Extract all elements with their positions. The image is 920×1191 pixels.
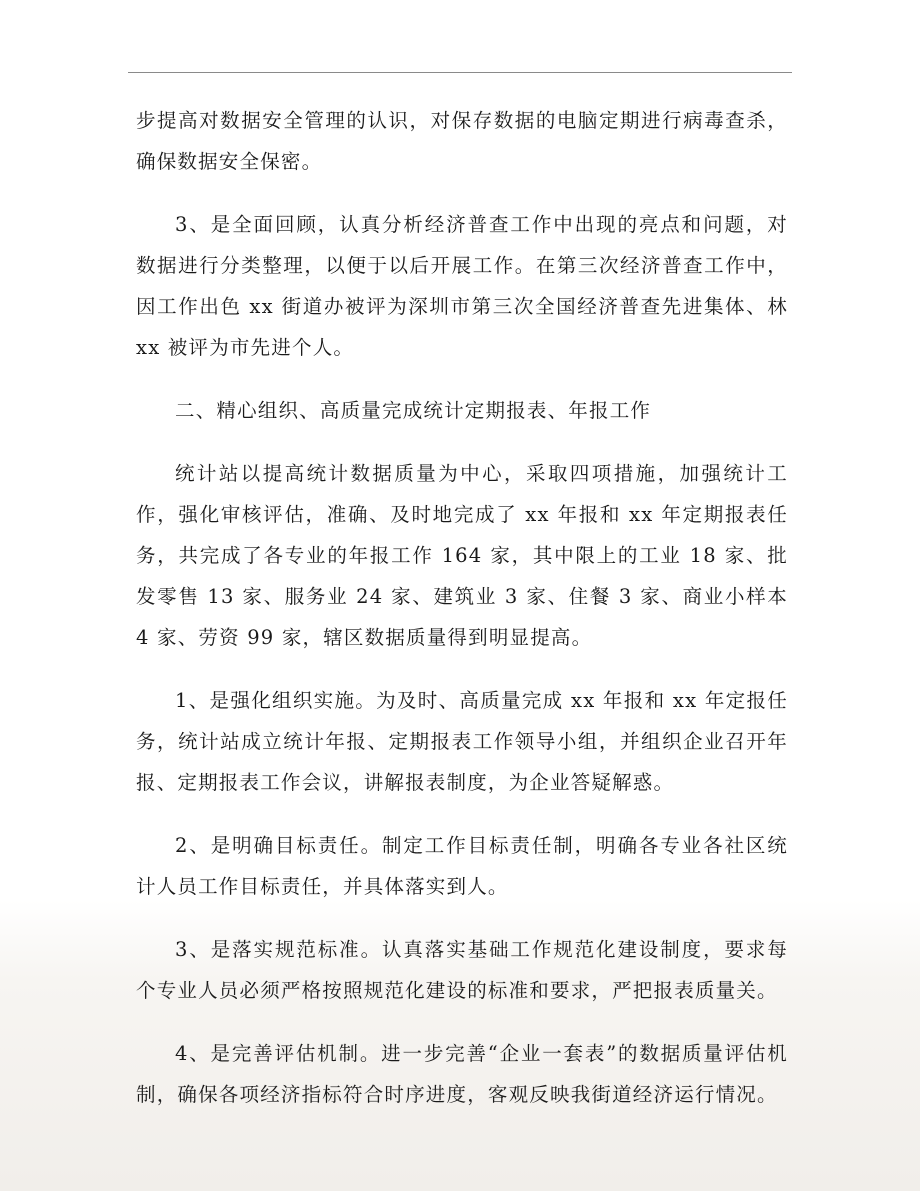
paragraph-item-3-review: 3、是全面回顾，认真分析经济普查工作中出现的亮点和问题，对数据进行分类整理，以便于以后开展工作。在第三次经济普查工作中，因工作出色 xx 街道办被评为深圳市第三次全国经济普查先进集体、林 xx 被评为市先进个人。 xyxy=(136,213,788,359)
section-heading-2: 二、精心组织、高质量完成统计定期报表、年报工作 xyxy=(175,399,652,422)
header-rule xyxy=(128,72,792,73)
paragraph-measure-3: 3、是落实规范标准。认真落实基础工作规范化建设制度，要求每个专业人员必须严格按照规范化建设的标准和要求，严把报表质量关。 xyxy=(136,938,788,1002)
paragraph-continuation: 步提高对数据安全管理的认识，对保存数据的电脑定期进行病毒查杀，确保数据安全保密。 xyxy=(136,109,788,173)
paragraph-measure-1: 1、是强化组织实施。为及时、高质量完成 xx 年报和 xx 年定报任务，统计站成立统计年报、定期报表工作领导小组，并组织企业召开年报、定期报表工作会议，讲解报表制度，为企业答疑解惑。 xyxy=(136,689,788,794)
paragraph-summary: 统计站以提高统计数据质量为中心，采取四项措施，加强统计工作，强化审核评估，准确、及时地完成了 xx 年报和 xx 年定期报表任务，共完成了各专业的年报工作 164 家，其中限上的工业 18 家、批发零售 13 家、服务业 24 家、建筑业 3 家、住餐 3 家、商业小样本 4 家、劳资 99 家，辖区数据质量得到明显提高。 xyxy=(136,462,788,649)
paragraph-measure-2: 2、是明确目标责任。制定工作目标责任制，明确各专业各社区统计人员工作目标责任，并具体落实到人。 xyxy=(136,834,788,898)
paragraph-measure-4: 4、是完善评估机制。进一步完善“企业一套表”的数据质量评估机制，确保各项经济指标符合时序进度，客观反映我街道经济运行情况。 xyxy=(136,1042,788,1106)
document-body xyxy=(136,100,788,1137)
